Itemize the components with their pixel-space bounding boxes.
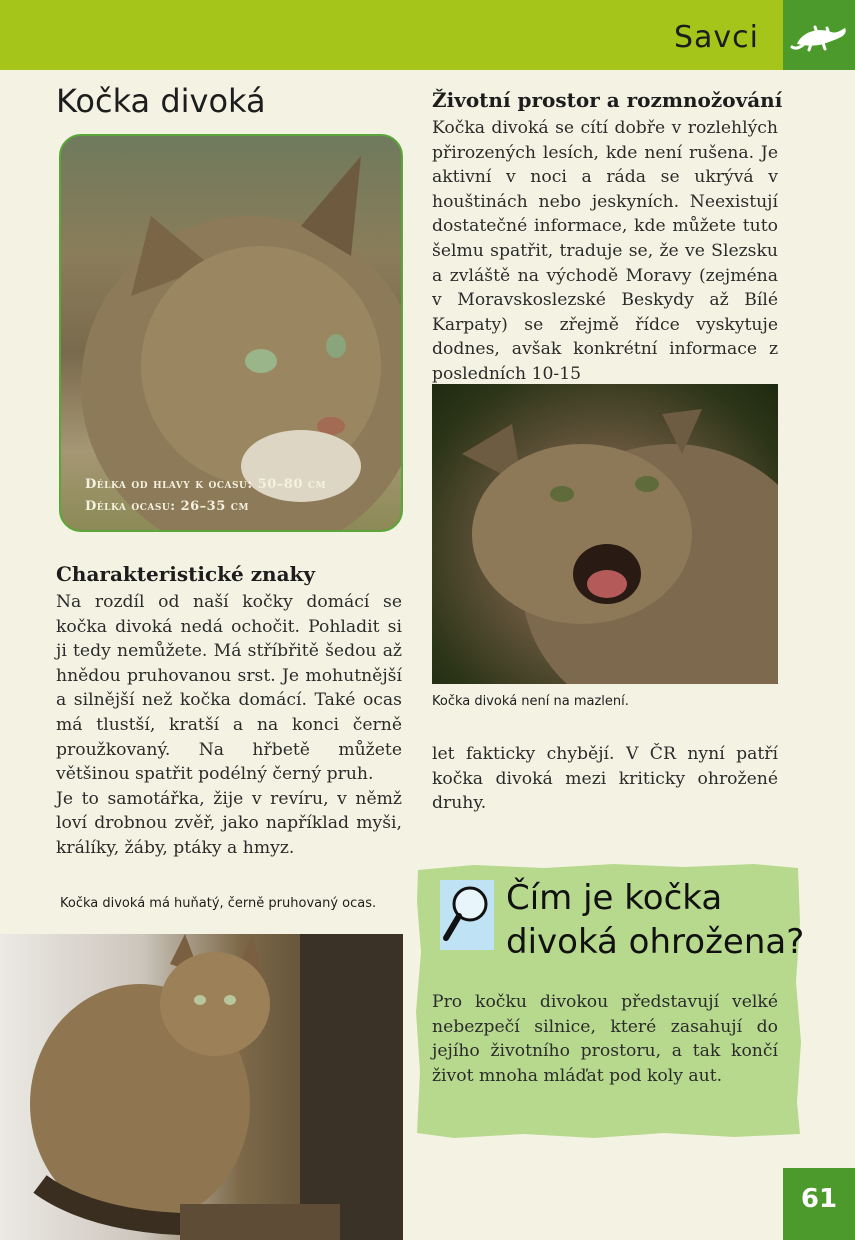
salamander-icon bbox=[783, 0, 855, 70]
magnifier-icon bbox=[440, 880, 494, 950]
hissing-photo-caption: Kočka divoká není na mazlení. bbox=[432, 694, 629, 709]
page-number: 61 bbox=[800, 1184, 838, 1214]
characteristics-paragraph: Na rozdíl od naší kočky domácí se kočka divoká nedá ochočit. Pohladit si ji tedy nemůžete. Má stříbřitě šedou až hnědou pruhovanou srst. Je mohutnější a silnější než kočka domácí. Také ocas má tlustší, kratší a na konci černě proužkovaný. Na hřbetě můžete většinou spatřit podélný černý pruh. bbox=[56, 592, 402, 785]
section-label: Savci bbox=[673, 20, 759, 55]
habitat-text: Kočka divoká se cítí dobře v rozlehlých přirozených lesích, kde není rušena. Je aktivní v noci a ráda se ukrývá v houštinách nebo jeskyních. Neexistují dostatečné informace, kde můžete tuto šelmu spatřit, traduje se, že ve Slezsku a zvláště na východě Moravy (zejména v Moravskoslezské Beskydy až Bílé Karpaty) se zřejmě řídce vyskytuje dodnes, avšak konkrétní informace z posledních 10-15 bbox=[432, 118, 778, 384]
body-length-stat: Délka od hlavy k ocasu: 50–80 cm bbox=[85, 477, 327, 492]
characteristics-heading: Charakteristické znaky bbox=[56, 562, 316, 586]
section-tab bbox=[783, 0, 855, 70]
threat-box-title-line: Čím je kočka bbox=[506, 878, 723, 918]
wildcat-portrait-photo bbox=[59, 134, 403, 532]
characteristics-paragraph: Je to samotářka, žije v revíru, v němž loví drobnou zvěř, jako například myši, králíky, žáby, ptáky a hmyz. bbox=[56, 788, 402, 858]
characteristics-text bbox=[56, 590, 402, 861]
tail-length-stat: Délka ocasu: 26–35 cm bbox=[85, 499, 249, 514]
threat-box-title bbox=[506, 876, 804, 964]
threat-box-text: Pro kočku divokou představují velké nebezpečí silnice, které zasahují do jejího životního prostoru, a tak končí život mnoha mláďat pod koly aut. bbox=[432, 992, 778, 1086]
threat-box-title-line: divoká ohrožena? bbox=[506, 922, 805, 962]
page-title: Kočka divoká bbox=[56, 82, 266, 120]
wildcat-hissing-photo bbox=[432, 384, 778, 684]
habitat-text-continued: let fakticky chybějí. V ČR nyní patří kočka divoká mezi kriticky ohrožené druhy. bbox=[432, 744, 778, 814]
habitat-heading: Životní prostor a rozmnožování bbox=[432, 88, 783, 112]
tail-photo-caption: Kočka divoká má huňatý, černě pruhovaný ocas. bbox=[60, 896, 377, 911]
wildcat-sitting-photo bbox=[0, 934, 403, 1240]
